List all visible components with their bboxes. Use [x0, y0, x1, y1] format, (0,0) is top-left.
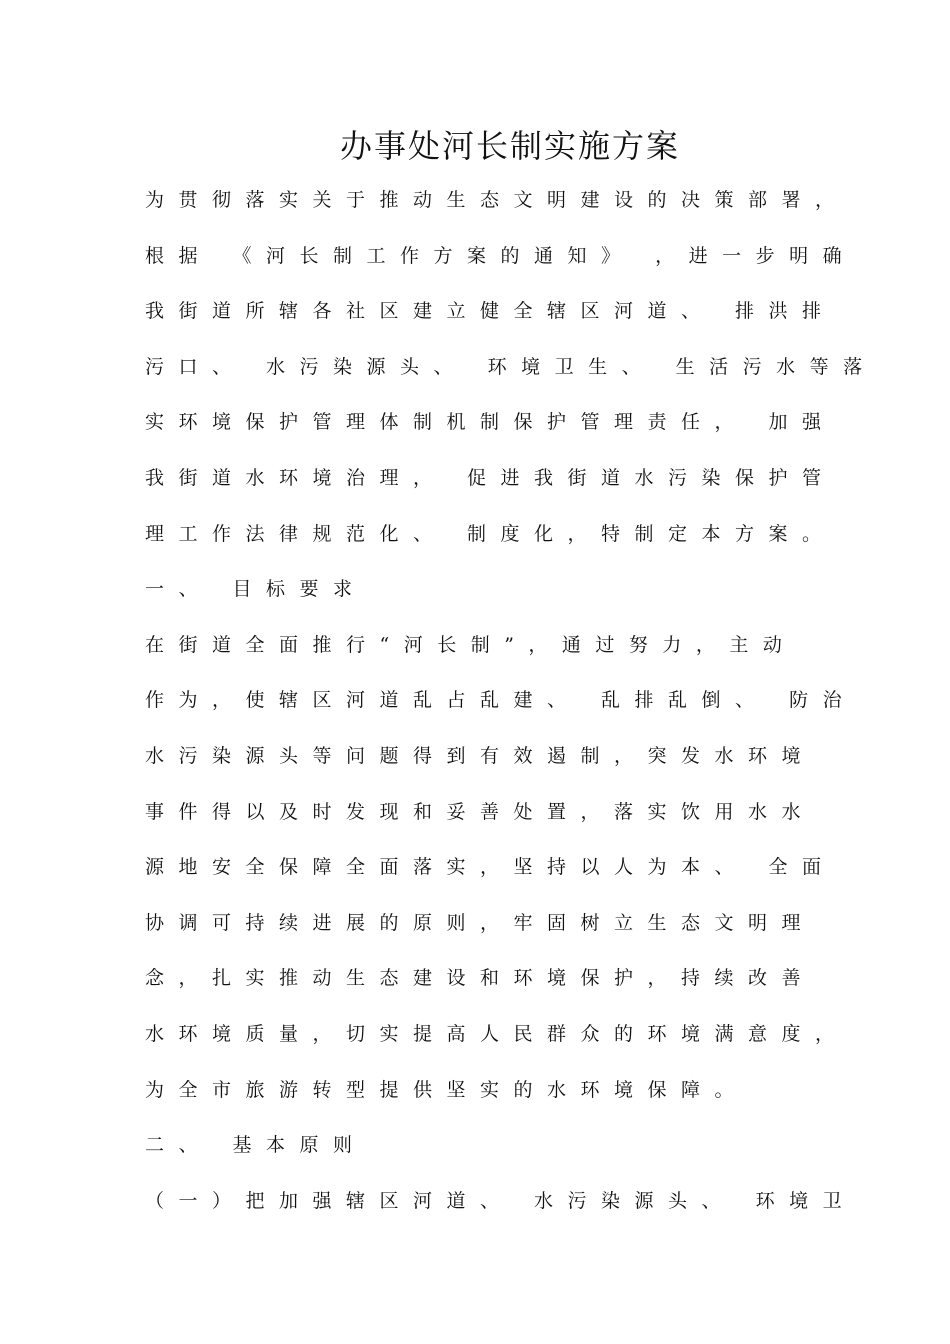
text-line: 根据 《河长制工作方案的通知》 ，进一步明确: [145, 244, 857, 267]
section-heading-goals: 一、 目标要求: [145, 578, 367, 601]
text-line: 协调可持续进展的原则，牢固树立生态文明理: [145, 911, 816, 934]
text-line: 实环境保护管理体制机制保护管理责任， 加强: [145, 411, 836, 434]
section-heading-principles: 二、 基本原则: [145, 1134, 367, 1157]
text-line: 为贯彻落实关于推动生态文明建设的决策部署，: [145, 189, 849, 211]
text-line: 源地安全保障全面落实，坚持以人为本、 全面: [145, 856, 836, 879]
text-line: 在街道全面推行“河长制”，通过努力，主动: [145, 633, 797, 656]
text-line: 理工作法律规范化、 制度化，特制定本方案。: [145, 522, 836, 545]
text-line: 水环境质量，切实提高人民群众的环境满意度，: [145, 1022, 849, 1045]
text-line: 污口、 水污染源头、 环境卫生、 生活污水等落: [145, 355, 877, 378]
text-line: 我街道所辖各社区建立健全辖区河道、 排洪排: [145, 300, 836, 323]
document-body: [145, 178, 877, 1234]
text-line: 作为，使辖区河道乱占乱建、 乱排乱倒、 防治: [145, 689, 857, 712]
text-line: 我街道水环境治理， 促进我街道水污染保护管: [145, 466, 836, 489]
text-line: 水污染源头等问题得到有效遏制，突发水环境: [145, 744, 816, 767]
document-title: 办事处河长制实施方案: [339, 127, 680, 165]
text-line: 为全市旅游转型提供坚实的水环境保障。: [145, 1078, 749, 1101]
text-line: 事件得以及时发现和妥善处置，落实饮用水水: [145, 800, 816, 823]
text-line: （一）把加强辖区河道、 水污染源头、 环境卫: [145, 1189, 857, 1212]
text-line: 念，扎实推动生态建设和环境保护，持续改善: [145, 967, 816, 990]
